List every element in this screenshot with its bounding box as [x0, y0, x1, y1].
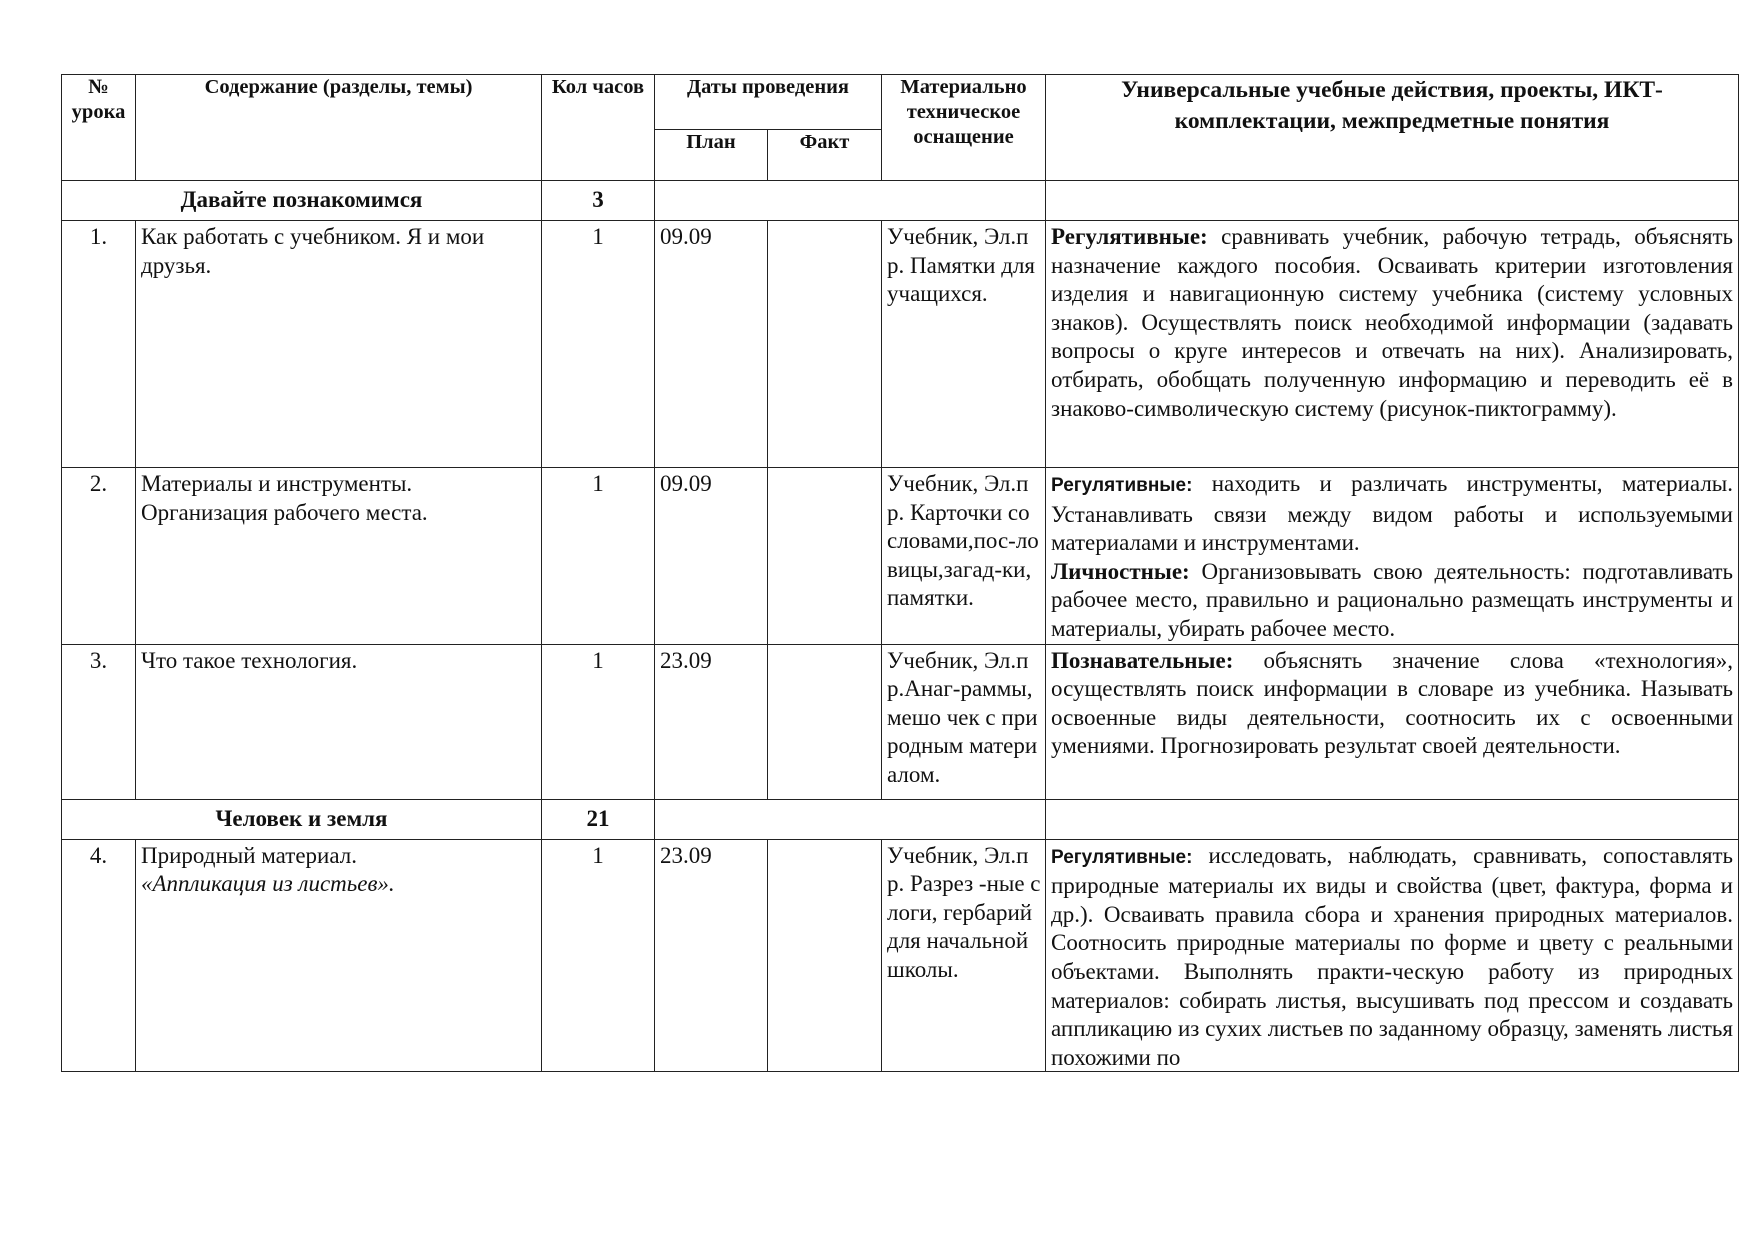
lesson-hours: 1 [542, 644, 655, 799]
lesson-material: Учебник, Эл.пр. Разрез -ные слоги, гербарий для начальной школы. [882, 839, 1046, 1071]
lesson-topic: Как работать с учебником. Я и мои друзья. [136, 221, 542, 468]
lesson-learning-activities [1046, 644, 1739, 799]
lesson-topic [136, 839, 542, 1071]
header-lesson-number: № урока [62, 75, 136, 181]
section-title: Человек и земля [62, 799, 542, 839]
table-row [62, 839, 1739, 1071]
lesson-fact-date [768, 468, 882, 645]
lesson-plan-date: 09.09 [655, 468, 768, 645]
lesson-hours: 1 [542, 468, 655, 645]
lesson-fact-date [768, 839, 882, 1071]
lesson-topic: Материалы и инструменты. Организация рабочего места. [136, 468, 542, 645]
lesson-learning-activities [1046, 839, 1739, 1071]
lesson-fact-date [768, 221, 882, 468]
ud-text: находить и различать инструменты, материалы. Устанавливать связи между видом работы и используемыми материалами и инструментами. [1051, 471, 1733, 556]
section-empty-ud [1046, 799, 1739, 839]
header-row [62, 75, 1739, 130]
header-learning-activities: Универсальные учебные действия, проекты, ИКТ-комплектации, межпредметные понятия [1046, 75, 1739, 181]
table-row [62, 644, 1739, 799]
ud-text: Организовывать свою деятельность: подготавливать рабочее место, правильно и рационально размещать инструменты и материалы, убирать рабочее место. [1051, 558, 1733, 641]
header-hours: Кол часов [542, 75, 655, 181]
lesson-topic-title: Природный материал. [141, 842, 357, 868]
lesson-plan-date: 09.09 [655, 221, 768, 468]
lesson-number: 4. [62, 839, 136, 1071]
lesson-material: Учебник, Эл.пр.Анаг-раммы,мешо чек с природным материалом. [882, 644, 1046, 799]
ud-label-regulative: Регулятивные: [1051, 846, 1193, 868]
ud-label-personal: Личностные: [1051, 558, 1190, 584]
table-row [62, 468, 1739, 645]
lesson-material: Учебник, Эл.пр. Карточки со словами,пос-ловицы,загад-ки,памятки. [882, 468, 1046, 645]
section-row [62, 181, 1739, 221]
lesson-plan-date: 23.09 [655, 644, 768, 799]
section-hours: 3 [542, 181, 655, 221]
ud-label-cognitive: Познавательные: [1051, 647, 1234, 673]
table-row [62, 221, 1739, 468]
header-fact: Факт [768, 130, 882, 181]
section-title: Давайте познакомимся [62, 181, 542, 221]
lesson-plan-table [61, 74, 1739, 1072]
header-topic: Содержание (разделы, темы) [136, 75, 542, 181]
lesson-topic: Что такое технология. [136, 644, 542, 799]
section-row [62, 799, 1739, 839]
section-empty [655, 181, 1046, 221]
header-dates: Даты проведения [655, 75, 882, 130]
lesson-topic-subtitle: «Аппликация из листьев». [141, 871, 395, 897]
header-material: Материально техническое оснащение [882, 75, 1046, 181]
lesson-learning-activities [1046, 221, 1739, 468]
ud-text: сравнивать учебник, рабочую тетрадь, объяснять назначение каждого пособия. Осваивать критерии изготовления изделия и навигационную систему учебника (систему условных знаков). Осуществлять поиск необходимой информации (задавать вопросы о круге интересов и отвечать на них). Анализировать, отбирать, обобщать полученную информацию и переводить её в знаково-символическую систему (рисунок-пиктограмму). [1051, 224, 1733, 421]
lesson-hours: 1 [542, 221, 655, 468]
lesson-number: 2. [62, 468, 136, 645]
lesson-fact-date [768, 644, 882, 799]
ud-text: объяснять значение слова «технология», осуществлять поиск информации в словаре из учебника. Называть освоенные виды деятельности, соотносить их с освоенными умениями. Прогнозировать результат своей деятельности. [1051, 647, 1733, 759]
ud-text: исследовать, наблюдать, сравнивать, сопоставлять природные материалы их виды и свойства (цвет, фактура, форма и др.). Осваивать правила сбора и хранения природных материалов. Соотносить природные материалы по форме и цвету с реальными объектами. Выполнять практи-ческую работу из природных материалов: собирать листья, высушивать под прессом и создавать аппликацию из сухих листьев по заданному образцу, заменять листья похожими по [1051, 842, 1733, 1070]
lesson-hours: 1 [542, 839, 655, 1071]
section-empty [655, 799, 1046, 839]
ud-label-regulative: Регулятивные: [1051, 224, 1208, 249]
lesson-number: 1. [62, 221, 136, 468]
lesson-material: Учебник, Эл.пр. Памятки для учащихся. [882, 221, 1046, 468]
section-empty-ud [1046, 181, 1739, 221]
ud-label-regulative: Регулятивные: [1051, 475, 1193, 496]
section-hours: 21 [542, 799, 655, 839]
header-plan: План [655, 130, 768, 181]
lesson-learning-activities [1046, 468, 1739, 645]
lesson-plan-date: 23.09 [655, 839, 768, 1071]
lesson-number: 3. [62, 644, 136, 799]
